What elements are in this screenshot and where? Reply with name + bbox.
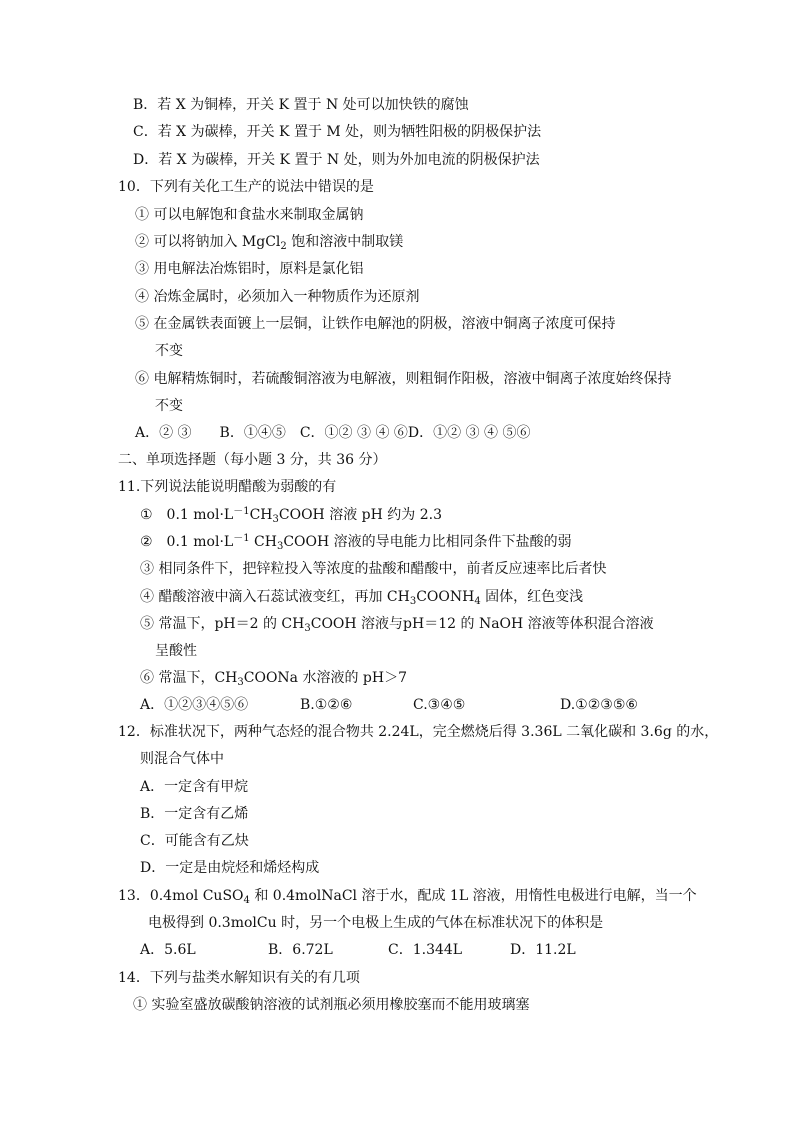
q11-statement-5: ⑤ 常温下，pH＝2 的 $CH_3COOH$ 溶液与pH＝12 的 NaOH 溶液等体积混合溶液 — [140, 616, 654, 634]
q12-option-d: D．一定是由烷烃和烯烃构成 — [140, 860, 320, 876]
q11-statement-6: ⑥ 常温下，$CH_3COONa$ 水溶液的 pH＞7 — [140, 670, 407, 688]
q11-option-a: A．①②③④⑤⑥ — [140, 697, 249, 713]
q9-option-d: D．若 X 为碳棒，开关 K 置于 N 处，则为外加电流的阴极保护法 — [133, 152, 540, 168]
q13-stem-cont: 电极得到 0.3molCu 时，另一个电极上生成的气体在标准状况下的体积是 — [148, 915, 604, 931]
q13-option-b: B．6.72L — [268, 942, 333, 958]
q11-stem: 11.下列说法能说明醋酸为弱酸的有 — [118, 479, 337, 495]
q9-option-b: B．若 X 为铜棒，开关 K 置于 N 处可以加快铁的腐蚀 — [133, 97, 469, 113]
q14-stem: 14．下列与盐类水解知识有关的有几项 — [118, 970, 360, 986]
q10-options: A．② ③ B．①④⑤ C．①② ③ ④ ⑥D．①② ③ ④ ⑤⑥ — [135, 425, 531, 441]
q11-statement-2: ② 0.1 $mol\cdot L^{-1}$ $CH_3COOH$ 溶液的导电能力比相同条件下盐酸的弱 — [140, 533, 572, 552]
q12-option-c: C．可能含有乙炔 — [140, 833, 249, 849]
q11-option-b: B.①②⑥ — [300, 697, 353, 713]
q10-stem: 10．下列有关化工生产的说法中错误的是 — [118, 179, 374, 195]
q10-statement-5: ⑤ 在金属铁表面镀上一层铜，让铁作电解池的阴极，溶液中铜离子浓度可保持 — [135, 316, 616, 332]
q13-option-c: C．1.344L — [388, 942, 463, 958]
q10-statement-4: ④ 冶炼金属时，必须加入一种物质作为还原剂 — [135, 289, 420, 305]
q13-option-d: D．11.2L — [510, 942, 576, 958]
q11-statement-4: ④ 醋酸溶液中滴入石蕊试液变红，再加 $CH_3COONH_4$ 固体，红色变浅 — [140, 589, 584, 607]
q10-statement-1: ① 可以电解饱和食盐水来制取金属钠 — [135, 207, 364, 223]
q11-statement-1: ① 0.1 $mol\cdot L^{-1}CH_3COOH$ 溶液 pH 约为 2.3 — [140, 506, 442, 525]
q10-statement-6-cont: 不变 — [155, 398, 183, 414]
q13-stem: 13．0.4mol CuSO$_4$ 和 0.4molNaCl 溶于水，配成 1L 溶液，用惰性电极进行电解，当一个 — [118, 888, 697, 906]
q11-option-c: C.③④⑤ — [413, 697, 466, 713]
q12-stem: 12．标准状况下，两种气态烃的混合物共 2.24L，完全燃烧后得 3.36L 二氧化碳和 3.6g 的水， — [118, 724, 719, 740]
q14-statement-1: ① 实验室盛放碳酸钠溶液的试剂瓶必须用橡胶塞而不能用玻璃塞 — [133, 997, 530, 1013]
q12-option-a: A．一定含有甲烷 — [140, 779, 249, 795]
q10-statement-2: ② 可以将钠加入 MgCl$_2$ 饱和溶液中制取镁 — [135, 234, 404, 252]
q11-statement-3: ③ 相同条件下，把锌粒投入等浓度的盐酸和醋酸中，前者反应速率比后者快 — [140, 561, 607, 577]
q10-statement-5-cont: 不变 — [155, 343, 183, 359]
q12-stem-cont: 则混合气体中 — [140, 751, 224, 767]
q11-statement-5-cont: 呈酸性 — [155, 643, 197, 659]
q10-statement-6: ⑥ 电解精炼铜时，若硫酸铜溶液为电解液，则粗铜作阳极，溶液中铜离子浓度始终保持 — [135, 371, 672, 387]
q10-statement-3: ③ 用电解法冶炼铝时，原料是氯化铝 — [135, 261, 364, 277]
q12-option-b: B．一定含有乙烯 — [140, 806, 249, 822]
q13-option-a: A．5.6L — [140, 942, 196, 958]
section-2-heading: 二、单项选择题（每小题 3 分，共 36 分） — [118, 452, 387, 468]
q9-option-c: C．若 X 为碳棒，开关 K 置于 M 处，则为牺牲阳极的阴极保护法 — [133, 124, 542, 140]
q11-option-d: D.①②③⑤⑥ — [560, 697, 638, 713]
